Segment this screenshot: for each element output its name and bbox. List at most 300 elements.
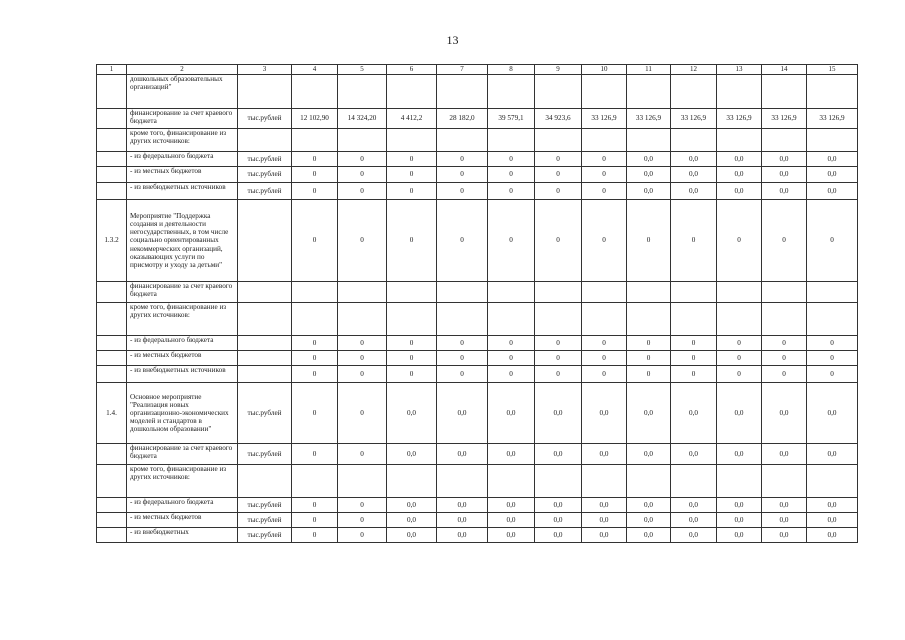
value-cell — [292, 75, 338, 109]
value-cell: 0 — [582, 200, 627, 282]
value-cell: 0 — [387, 351, 437, 366]
table-row — [97, 75, 858, 109]
value-cell: 0,0 — [762, 152, 807, 167]
value-cell — [437, 129, 488, 152]
value-cell: 0,0 — [488, 383, 535, 444]
row-label: финансирование за счет краевого бюджета — [127, 109, 238, 129]
value-cell: 0,0 — [762, 183, 807, 200]
value-cell: 0 — [338, 513, 387, 528]
value-cell: 0,0 — [535, 528, 582, 543]
unit-cell: тыс.рублей — [238, 528, 292, 543]
value-cell: 0 — [807, 200, 858, 282]
value-cell — [338, 465, 387, 498]
value-cell: 0 — [807, 336, 858, 351]
value-cell — [762, 465, 807, 498]
row-label: - из федерального бюджета — [127, 498, 238, 513]
budget-table — [96, 64, 858, 543]
value-cell: 0,0 — [437, 383, 488, 444]
value-cell: 0 — [338, 366, 387, 383]
header-cell: 13 — [717, 65, 762, 75]
unit-cell — [238, 129, 292, 152]
value-cell: 28 182,0 — [437, 109, 488, 129]
value-cell — [387, 75, 437, 109]
value-cell: 0 — [535, 336, 582, 351]
value-cell — [387, 303, 437, 336]
unit-cell: тыс.рублей — [238, 109, 292, 129]
value-cell: 0 — [292, 152, 338, 167]
value-cell — [671, 75, 717, 109]
value-cell: 0 — [717, 200, 762, 282]
header-cell: 5 — [338, 65, 387, 75]
row-number — [97, 303, 127, 336]
value-cell: 0 — [717, 336, 762, 351]
value-cell: 0 — [762, 366, 807, 383]
value-cell: 0 — [437, 152, 488, 167]
value-cell — [292, 465, 338, 498]
value-cell: 0,0 — [807, 383, 858, 444]
value-cell: 34 923,6 — [535, 109, 582, 129]
row-number — [97, 513, 127, 528]
row-number — [97, 498, 127, 513]
value-cell: 0,0 — [717, 383, 762, 444]
value-cell: 0,0 — [627, 513, 671, 528]
unit-cell: тыс.рублей — [238, 498, 292, 513]
value-cell — [627, 465, 671, 498]
value-cell: 0,0 — [535, 513, 582, 528]
value-cell — [535, 282, 582, 303]
row-label: - из федерального бюджета — [127, 152, 238, 167]
value-cell: 0 — [338, 152, 387, 167]
header-row — [97, 65, 858, 75]
value-cell — [582, 303, 627, 336]
value-cell — [488, 465, 535, 498]
value-cell — [582, 465, 627, 498]
value-cell: 0,0 — [627, 183, 671, 200]
value-cell: 0 — [338, 528, 387, 543]
value-cell: 0,0 — [582, 513, 627, 528]
value-cell: 0 — [535, 200, 582, 282]
value-cell — [292, 282, 338, 303]
value-cell: 0 — [627, 200, 671, 282]
value-cell: 33 126,9 — [582, 109, 627, 129]
value-cell — [338, 75, 387, 109]
value-cell — [627, 282, 671, 303]
header-cell: 9 — [535, 65, 582, 75]
value-cell: 0,0 — [387, 513, 437, 528]
table-row — [97, 167, 858, 183]
value-cell: 0 — [535, 366, 582, 383]
value-cell: 0 — [338, 498, 387, 513]
row-number — [97, 528, 127, 543]
row-number — [97, 465, 127, 498]
value-cell: 0,0 — [717, 183, 762, 200]
table-row — [97, 303, 858, 336]
value-cell — [762, 129, 807, 152]
value-cell: 0,0 — [582, 444, 627, 465]
value-cell — [437, 303, 488, 336]
value-cell: 0,0 — [807, 444, 858, 465]
value-cell: 0,0 — [762, 528, 807, 543]
value-cell: 0,0 — [671, 183, 717, 200]
value-cell: 0,0 — [717, 528, 762, 543]
value-cell: 0,0 — [627, 152, 671, 167]
value-cell: 0 — [292, 183, 338, 200]
value-cell — [437, 282, 488, 303]
row-number: 1.3.2 — [97, 200, 127, 282]
table-row — [97, 528, 858, 543]
value-cell: 0 — [437, 366, 488, 383]
value-cell: 0 — [535, 351, 582, 366]
header-cell: 6 — [387, 65, 437, 75]
value-cell: 0,0 — [762, 444, 807, 465]
row-label: - из местных бюджетов — [127, 167, 238, 183]
value-cell: 0 — [535, 167, 582, 183]
value-cell: 4 412,2 — [387, 109, 437, 129]
header-cell: 3 — [238, 65, 292, 75]
value-cell: 0 — [488, 351, 535, 366]
value-cell — [292, 129, 338, 152]
value-cell: 0 — [437, 200, 488, 282]
row-label: Основное мероприятие "Реализация новых организационно-экономических моделей и стандартов в дошкольном образовании" — [127, 383, 238, 444]
table-row — [97, 200, 858, 282]
value-cell: 0 — [387, 167, 437, 183]
row-number — [97, 183, 127, 200]
row-label: финансирование за счет краевого бюджета — [127, 282, 238, 303]
header-cell: 2 — [127, 65, 238, 75]
unit-cell — [238, 351, 292, 366]
value-cell: 0 — [488, 336, 535, 351]
value-cell: 0,0 — [582, 528, 627, 543]
row-number — [97, 75, 127, 109]
value-cell: 0 — [292, 528, 338, 543]
row-label: - из местных бюджетов — [127, 513, 238, 528]
value-cell: 0,0 — [807, 183, 858, 200]
value-cell — [717, 303, 762, 336]
value-cell: 0,0 — [807, 167, 858, 183]
value-cell: 0,0 — [671, 152, 717, 167]
value-cell: 0 — [488, 167, 535, 183]
value-cell — [717, 465, 762, 498]
value-cell: 0,0 — [535, 498, 582, 513]
header-cell: 7 — [437, 65, 488, 75]
value-cell: 0,0 — [582, 383, 627, 444]
row-label: кроме того, финансирование из других источников: — [127, 303, 238, 336]
value-cell — [671, 129, 717, 152]
unit-cell — [238, 465, 292, 498]
value-cell: 0 — [387, 366, 437, 383]
table-row — [97, 129, 858, 152]
row-label: - из внебюджетных — [127, 528, 238, 543]
value-cell: 0,0 — [717, 444, 762, 465]
table-row — [97, 383, 858, 444]
value-cell — [807, 465, 858, 498]
value-cell: 0,0 — [582, 498, 627, 513]
value-cell: 0 — [437, 351, 488, 366]
unit-cell: тыс.рублей — [238, 152, 292, 167]
value-cell — [582, 129, 627, 152]
value-cell: 0,0 — [807, 528, 858, 543]
value-cell: 0 — [535, 183, 582, 200]
value-cell: 0,0 — [671, 498, 717, 513]
table-row — [97, 465, 858, 498]
value-cell: 0 — [338, 200, 387, 282]
header-cell: 12 — [671, 65, 717, 75]
value-cell — [627, 129, 671, 152]
table-row — [97, 109, 858, 129]
value-cell: 0,0 — [488, 513, 535, 528]
value-cell — [535, 465, 582, 498]
value-cell: 0 — [338, 336, 387, 351]
value-cell — [671, 303, 717, 336]
row-label: кроме того, финансирование из других источников: — [127, 465, 238, 498]
header-cell: 4 — [292, 65, 338, 75]
value-cell: 0 — [437, 336, 488, 351]
value-cell: 0 — [627, 366, 671, 383]
header-cell: 11 — [627, 65, 671, 75]
table-row — [97, 513, 858, 528]
value-cell: 0 — [292, 167, 338, 183]
unit-cell: тыс.рублей — [238, 183, 292, 200]
value-cell: 0 — [582, 366, 627, 383]
value-cell — [488, 129, 535, 152]
row-label: - из федерального бюджета — [127, 336, 238, 351]
value-cell: 0 — [807, 351, 858, 366]
value-cell: 0,0 — [807, 498, 858, 513]
row-label: дошкольных образовательных организаций" — [127, 75, 238, 109]
value-cell: 0 — [582, 152, 627, 167]
value-cell — [387, 465, 437, 498]
value-cell: 0 — [338, 383, 387, 444]
value-cell: 33 126,9 — [717, 109, 762, 129]
unit-cell — [238, 200, 292, 282]
value-cell — [488, 303, 535, 336]
value-cell: 0,0 — [387, 498, 437, 513]
value-cell: 0 — [292, 351, 338, 366]
value-cell: 0,0 — [387, 444, 437, 465]
value-cell — [535, 303, 582, 336]
value-cell: 0 — [488, 152, 535, 167]
value-cell — [582, 75, 627, 109]
value-cell — [807, 282, 858, 303]
value-cell: 0,0 — [627, 167, 671, 183]
row-number — [97, 152, 127, 167]
value-cell: 0 — [582, 336, 627, 351]
unit-cell — [238, 282, 292, 303]
table-row — [97, 351, 858, 366]
row-number — [97, 167, 127, 183]
value-cell — [338, 282, 387, 303]
value-cell: 0 — [292, 200, 338, 282]
value-cell — [437, 75, 488, 109]
value-cell: 0,0 — [437, 528, 488, 543]
value-cell: 0 — [762, 336, 807, 351]
value-cell: 0,0 — [535, 383, 582, 444]
value-cell: 0 — [671, 336, 717, 351]
value-cell: 33 126,9 — [807, 109, 858, 129]
header-cell: 14 — [762, 65, 807, 75]
value-cell: 0,0 — [671, 167, 717, 183]
value-cell — [437, 465, 488, 498]
value-cell: 0 — [488, 183, 535, 200]
value-cell: 0,0 — [387, 383, 437, 444]
value-cell — [535, 75, 582, 109]
value-cell: 0,0 — [387, 528, 437, 543]
row-label: кроме того, финансирование из других источников: — [127, 129, 238, 152]
value-cell: 0 — [387, 336, 437, 351]
value-cell: 0 — [292, 383, 338, 444]
unit-cell: тыс.рублей — [238, 444, 292, 465]
value-cell: 0,0 — [762, 167, 807, 183]
table-row — [97, 152, 858, 167]
value-cell — [762, 282, 807, 303]
value-cell: 0 — [671, 366, 717, 383]
value-cell: 0 — [488, 366, 535, 383]
value-cell — [535, 129, 582, 152]
value-cell: 0 — [717, 351, 762, 366]
row-number — [97, 129, 127, 152]
value-cell: 0 — [338, 351, 387, 366]
value-cell: 0 — [437, 167, 488, 183]
value-cell: 0 — [292, 513, 338, 528]
unit-cell: тыс.рублей — [238, 167, 292, 183]
value-cell — [488, 75, 535, 109]
value-cell: 0 — [582, 167, 627, 183]
header-cell: 1 — [97, 65, 127, 75]
unit-cell — [238, 336, 292, 351]
value-cell: 0,0 — [762, 498, 807, 513]
value-cell — [671, 282, 717, 303]
row-number — [97, 109, 127, 129]
value-cell: 33 126,9 — [762, 109, 807, 129]
value-cell — [387, 282, 437, 303]
value-cell — [488, 282, 535, 303]
value-cell: 0,0 — [717, 498, 762, 513]
value-cell — [762, 303, 807, 336]
value-cell: 0 — [488, 200, 535, 282]
value-cell: 0 — [671, 200, 717, 282]
table-row — [97, 336, 858, 351]
value-cell: 0 — [582, 351, 627, 366]
value-cell: 33 126,9 — [627, 109, 671, 129]
value-cell: 0,0 — [671, 444, 717, 465]
header-cell: 8 — [488, 65, 535, 75]
value-cell: 0,0 — [807, 152, 858, 167]
unit-cell — [238, 366, 292, 383]
value-cell — [338, 129, 387, 152]
value-cell: 12 102,90 — [292, 109, 338, 129]
value-cell: 0 — [582, 183, 627, 200]
value-cell: 0 — [535, 152, 582, 167]
value-cell: 0,0 — [437, 444, 488, 465]
value-cell: 33 126,9 — [671, 109, 717, 129]
value-cell: 0,0 — [671, 513, 717, 528]
value-cell: 0,0 — [717, 167, 762, 183]
value-cell — [717, 282, 762, 303]
value-cell: 0 — [762, 351, 807, 366]
value-cell — [717, 75, 762, 109]
value-cell: 0 — [717, 366, 762, 383]
value-cell: 0 — [338, 444, 387, 465]
row-number — [97, 336, 127, 351]
value-cell: 0,0 — [627, 383, 671, 444]
value-cell — [807, 75, 858, 109]
table-row — [97, 183, 858, 200]
value-cell: 0 — [387, 152, 437, 167]
row-number — [97, 282, 127, 303]
value-cell: 14 324,20 — [338, 109, 387, 129]
value-cell: 0 — [627, 351, 671, 366]
value-cell: 0,0 — [627, 444, 671, 465]
value-cell: 0,0 — [488, 528, 535, 543]
row-label: - из местных бюджетов — [127, 351, 238, 366]
unit-cell: тыс.рублей — [238, 513, 292, 528]
value-cell: 0 — [437, 183, 488, 200]
unit-cell: тыс.рублей — [238, 383, 292, 444]
value-cell — [292, 303, 338, 336]
unit-cell — [238, 303, 292, 336]
value-cell: 0,0 — [627, 498, 671, 513]
value-cell: 0,0 — [807, 513, 858, 528]
value-cell: 0,0 — [671, 528, 717, 543]
value-cell — [582, 282, 627, 303]
value-cell: 0,0 — [488, 444, 535, 465]
value-cell: 0 — [292, 498, 338, 513]
value-cell: 0 — [338, 183, 387, 200]
value-cell: 0,0 — [437, 513, 488, 528]
value-cell: 0,0 — [437, 498, 488, 513]
value-cell — [762, 75, 807, 109]
value-cell: 0 — [387, 200, 437, 282]
header-cell: 10 — [582, 65, 627, 75]
row-label: Мероприятие "Поддержка создания и деятельности негосударственных, в том числе социально ориентированных некоммерческих организаций, оказывающих услуги по присмотру и уходу за детьми" — [127, 200, 238, 282]
value-cell — [627, 75, 671, 109]
value-cell: 0,0 — [717, 513, 762, 528]
table-row — [97, 282, 858, 303]
value-cell — [627, 303, 671, 336]
value-cell: 0,0 — [671, 383, 717, 444]
value-cell: 0 — [387, 183, 437, 200]
row-number: 1.4. — [97, 383, 127, 444]
page-number: 13 — [446, 33, 459, 47]
value-cell: 0 — [671, 351, 717, 366]
value-cell: 0 — [762, 200, 807, 282]
value-cell — [717, 129, 762, 152]
table-row — [97, 366, 858, 383]
row-label: - из внебюджетных источников — [127, 183, 238, 200]
value-cell: 0,0 — [488, 498, 535, 513]
table-row — [97, 444, 858, 465]
value-cell: 0 — [292, 336, 338, 351]
value-cell: 39 579,1 — [488, 109, 535, 129]
value-cell — [671, 465, 717, 498]
value-cell: 0,0 — [627, 528, 671, 543]
value-cell: 0 — [292, 366, 338, 383]
value-cell: 0,0 — [535, 444, 582, 465]
value-cell: 0 — [338, 167, 387, 183]
value-cell: 0,0 — [762, 513, 807, 528]
value-cell: 0 — [807, 366, 858, 383]
header-cell: 15 — [807, 65, 858, 75]
value-cell — [807, 303, 858, 336]
value-cell: 0 — [292, 444, 338, 465]
value-cell: 0,0 — [762, 383, 807, 444]
row-number — [97, 351, 127, 366]
table-row — [97, 498, 858, 513]
row-label: финансирование за счет краевого бюджета — [127, 444, 238, 465]
row-label: - из внебюджетных источников — [127, 366, 238, 383]
value-cell — [338, 303, 387, 336]
value-cell — [387, 129, 437, 152]
